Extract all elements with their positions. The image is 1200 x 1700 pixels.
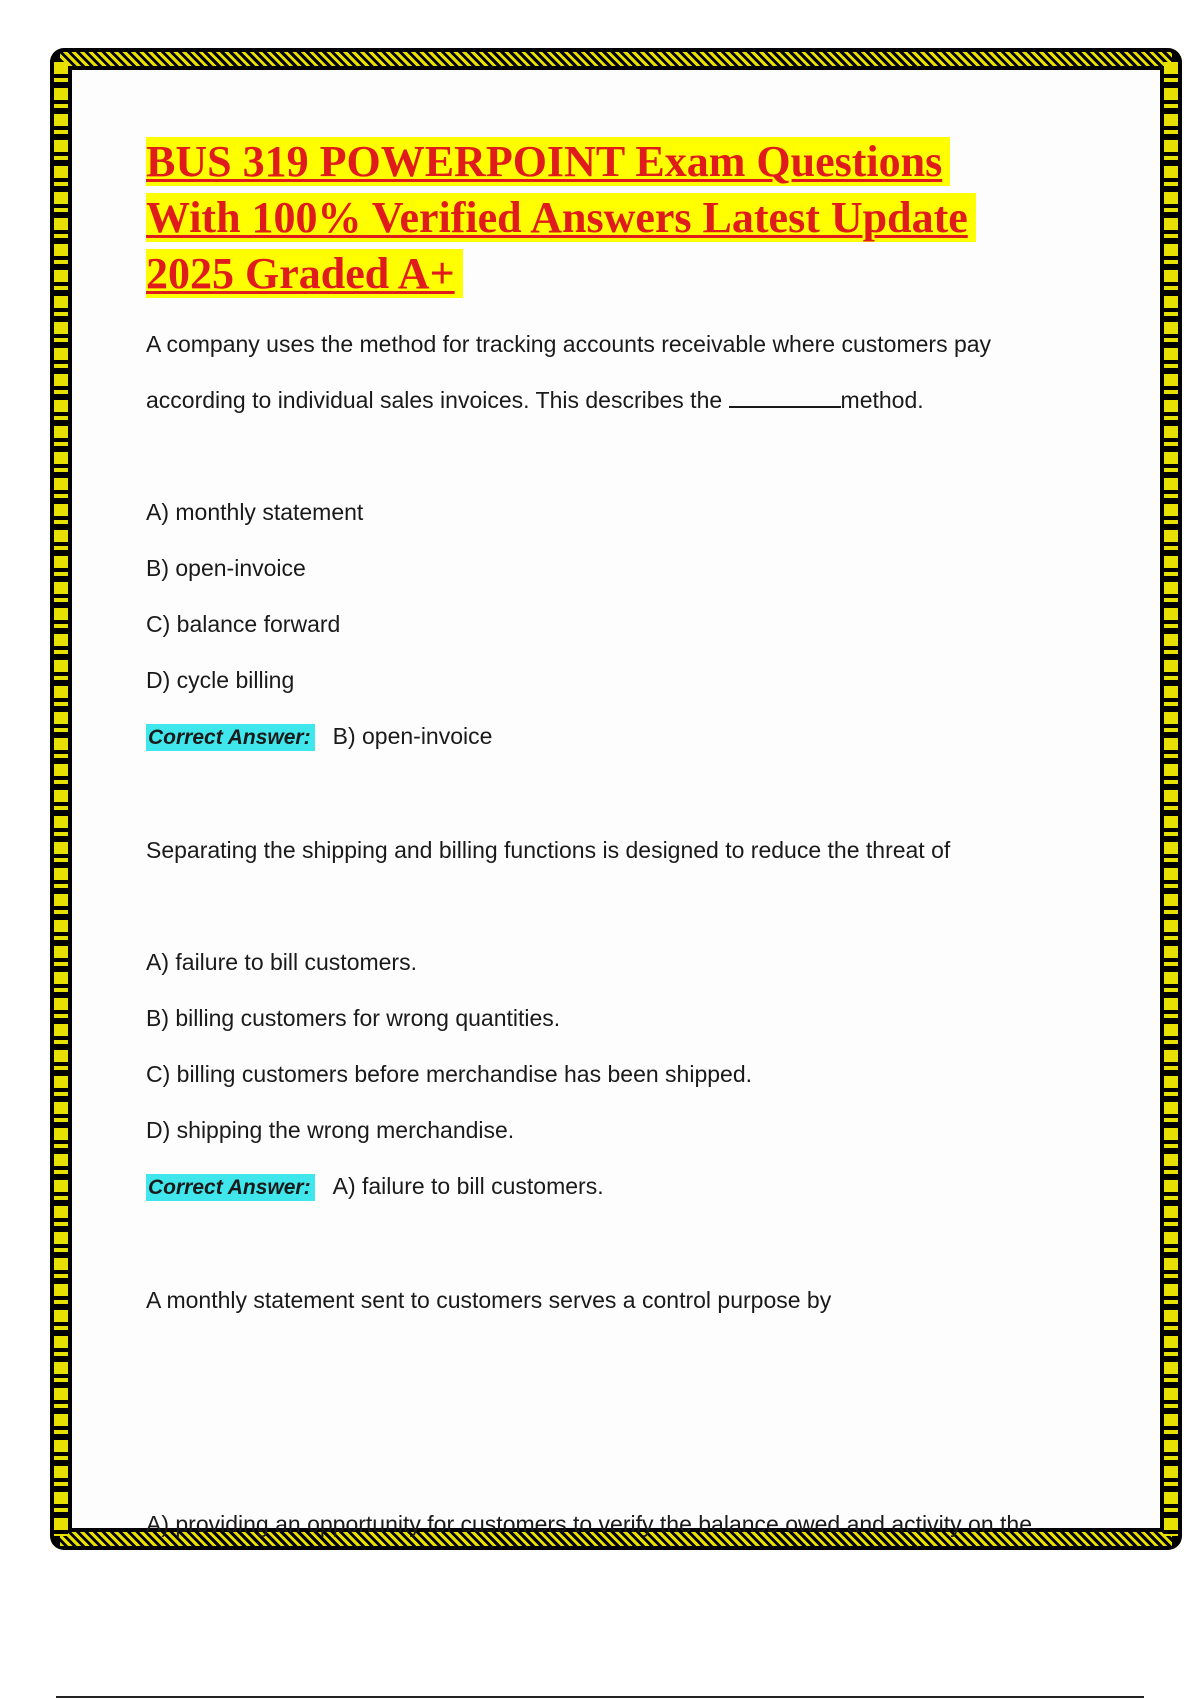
question-1-answer-row: [146, 708, 1086, 766]
footer-divider: [56, 1696, 1144, 1698]
question-2: [146, 822, 1086, 1216]
question-1-text-line-1: A company uses the method for tracking accounts receivable where customers pay: [146, 331, 992, 357]
title-line-3: 2025 Graded A+: [146, 249, 463, 298]
question-1-text-line-2: [146, 372, 1086, 428]
question-1-text-after-blank: method.: [840, 387, 924, 413]
question-2-option-d: D) shipping the wrong merchandise.: [146, 1117, 515, 1143]
question-2-text: Separating the shipping and billing functions is designed to reduce the threat of: [146, 837, 951, 863]
question-1-answer: B) open-invoice: [332, 723, 493, 749]
question-1-option-c: C) balance forward: [146, 611, 341, 637]
question-1: [146, 316, 1086, 766]
question-3-text: A monthly statement sent to customers serves a control purpose by: [146, 1287, 832, 1313]
question-2-option-b: B) billing customers for wrong quantities.: [146, 1005, 561, 1031]
question-2-option-a: A) failure to bill customers.: [146, 949, 417, 975]
border-right-pattern: [1164, 62, 1178, 1536]
title-line-2: With 100% Verified Answers Latest Update: [146, 193, 976, 242]
document-body: [146, 134, 1086, 1552]
question-1-option-d: D) cycle billing: [146, 667, 295, 693]
correct-answer-label: Correct Answer:: [146, 724, 315, 751]
question-1-text-before-blank: according to individual sales invoices. This describes the: [146, 387, 729, 413]
document-title: [146, 134, 1086, 302]
title-line-1: BUS 319 POWERPOINT Exam Questions: [146, 137, 950, 186]
correct-answer-label: Correct Answer:: [146, 1174, 315, 1201]
fill-in-blank: [729, 384, 841, 408]
question-2-option-c: C) billing customers before merchandise has been shipped.: [146, 1061, 752, 1087]
border-left-pattern: [54, 62, 68, 1536]
question-3: [146, 1272, 1086, 1552]
question-2-answer-row: [146, 1158, 1086, 1216]
question-1-option-b: B) open-invoice: [146, 555, 306, 581]
border-top-pattern: [60, 52, 1172, 66]
question-1-option-a: A) monthly statement: [146, 499, 364, 525]
question-2-answer: A) failure to bill customers.: [332, 1173, 604, 1199]
question-3-option-a: A) providing an opportunity for customers to verify the balance owed and activity on the: [146, 1511, 1032, 1537]
